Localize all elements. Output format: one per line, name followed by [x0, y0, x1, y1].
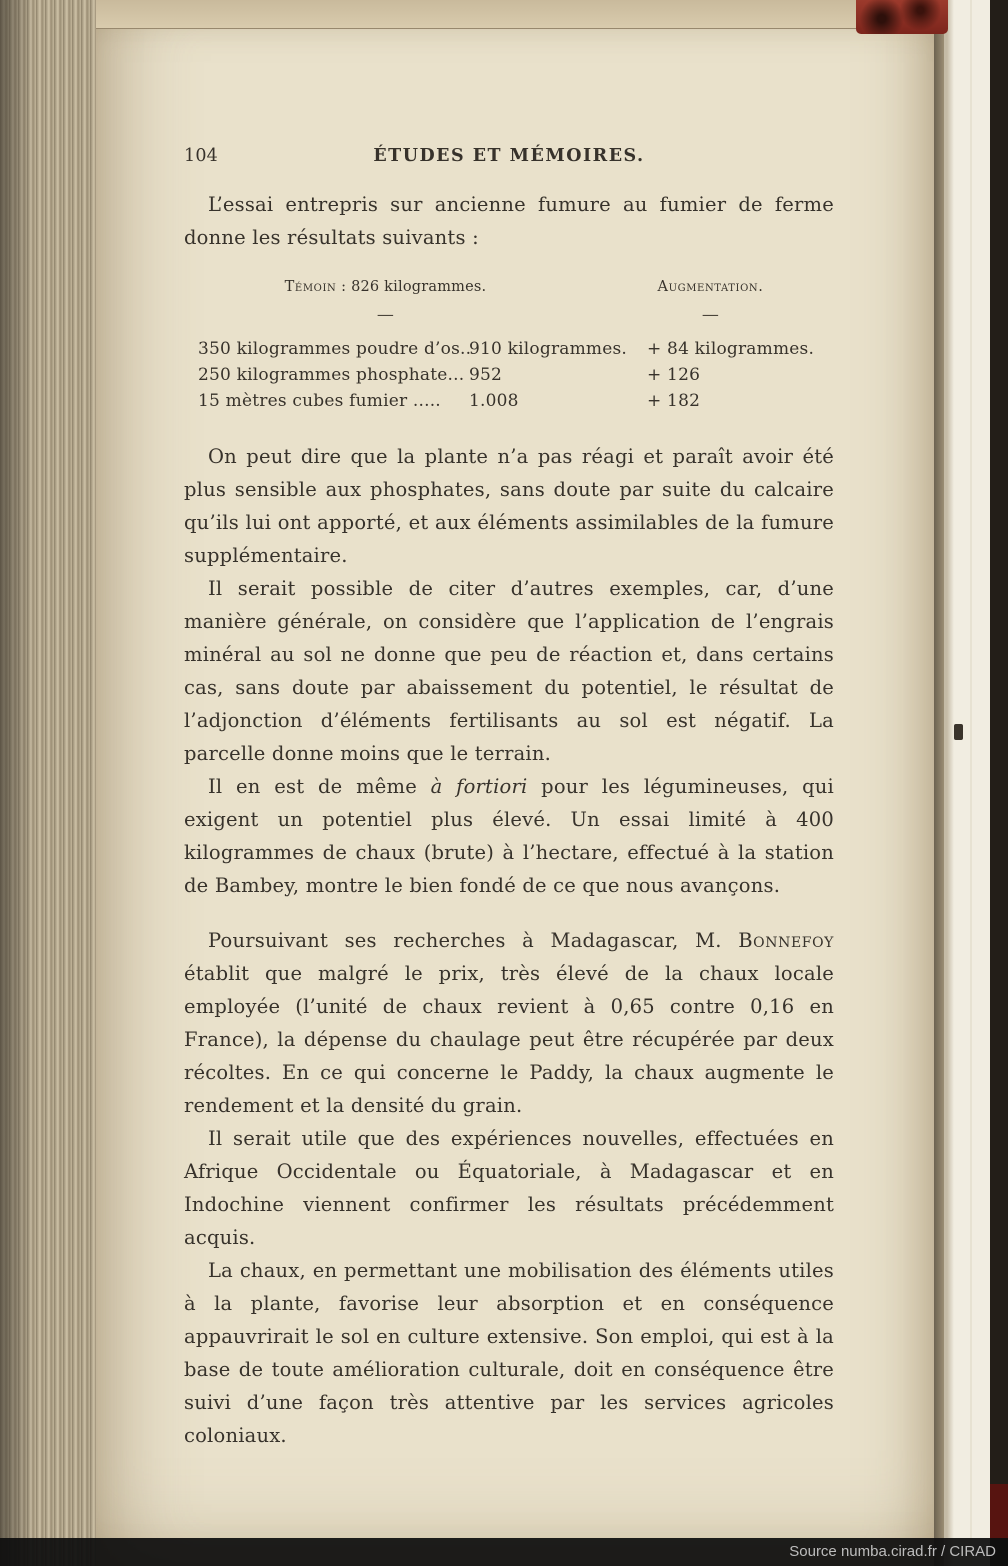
- row-label: 250 kilogrammes phosphate...: [198, 365, 465, 385]
- table-row: [184, 388, 834, 414]
- table-header-row: [184, 274, 834, 300]
- intro-paragraph: L’essai entrepris sur ancienne fumure au fumier de ferme donne les résultats suivants :: [184, 193, 834, 249]
- paragraph: Il serait possible de citer d’autres exemples, car, d’une manière générale, on considère que l’application de l’engrais minéral au sol ne donne que peu de réaction et, dans certains cas, sans doute par abaissement du potentiel, le résultat de l’adjonction d’éléments fertilisants au sol est négatif. La parcelle donne moins que le terrain.: [184, 577, 834, 765]
- page-number: 104: [184, 146, 219, 166]
- rule-left: —: [376, 305, 395, 325]
- row-delta: + 84 kilogrammes.: [647, 339, 815, 359]
- red-marbled-edge: [856, 0, 948, 34]
- page-content: [184, 140, 834, 1452]
- bookmark-notch: [954, 724, 963, 740]
- results-table: [184, 274, 834, 414]
- rule-right: —: [701, 305, 720, 325]
- footer-bar: [0, 1538, 1008, 1566]
- book-page: [96, 0, 934, 1566]
- table-header-rules: [184, 302, 834, 328]
- page-gutter-shadow: [934, 0, 944, 1566]
- paragraph: On peut dire que la plante n’a pas réagi et paraît avoir été plus sensible aux phosphates, sans doute par suite du calcaire qu’ils lui ont apporté, et aux éléments assimilables de la fumure supplémentaire.: [184, 445, 834, 567]
- paragraph: Il en est de même à fortiori pour les légumineuses, qui exigent un potentiel plus élevé. Un essai limité à 400 kilogrammes de chaux (brute) à l’hectare, effectué à la station de Bambey, montre le bien fondé de ce que nous avançons.: [184, 775, 834, 897]
- paragraph: Poursuivant ses recherches à Madagascar, M. Bonnefoy établit que malgré le prix, très élevé de la chaux locale employée (l’unité de chaux revient à 0,65 contre 0,16 en France), la dépense du chaulage peut être récupérée par deux récoltes. En ce qui concerne le Paddy, la chaux augmente le rendement et la densité du grain.: [184, 929, 834, 1117]
- row-label: 350 kilogrammes poudre d’os..: [198, 339, 472, 359]
- left-page-edges: [0, 0, 96, 1566]
- source-attribution: Source numba.cirad.fr / CIRAD: [789, 1543, 996, 1560]
- row-label: 15 mètres cubes fumier .....: [198, 391, 441, 411]
- row-value: 952: [469, 365, 503, 385]
- next-page-edge: [944, 0, 990, 1566]
- spine-red-detail: [990, 1484, 1008, 1540]
- row-value: 910 kilogrammes.: [469, 339, 628, 359]
- row-delta: + 182: [647, 391, 701, 411]
- running-header: ÉTUDES ET MÉMOIRES.: [373, 146, 645, 166]
- book-spine: [990, 0, 1008, 1566]
- table-header-augmentation: Augmentation.: [657, 279, 764, 295]
- table-header-temoin: Témoin : 826 kilogrammes.: [284, 279, 487, 295]
- table-row: [184, 336, 834, 362]
- page-header: [184, 140, 834, 174]
- row-value: 1.008: [469, 391, 519, 411]
- paragraph: La chaux, en permettant une mobilisation des éléments utiles à la plante, favorise leur absorption et en conséquence appauvrirait le sol en culture extensive. Son emploi, qui est à la base de toute amélioration culturale, doit en conséquence être suivi d’une façon très attentive par les services agricoles coloniaux.: [184, 1259, 834, 1447]
- page-top-edge: [96, 0, 934, 29]
- row-delta: + 126: [647, 365, 701, 385]
- italic-phrase: à fortiori: [430, 775, 528, 798]
- author-name: Bonnefoy: [738, 929, 834, 952]
- paragraph: Il serait utile que des expériences nouvelles, effectuées en Afrique Occidentale ou Équatoriale, à Madagascar et en Indochine viennent confirmer les résultats précédemment acquis.: [184, 1127, 834, 1249]
- table-row: [184, 362, 834, 388]
